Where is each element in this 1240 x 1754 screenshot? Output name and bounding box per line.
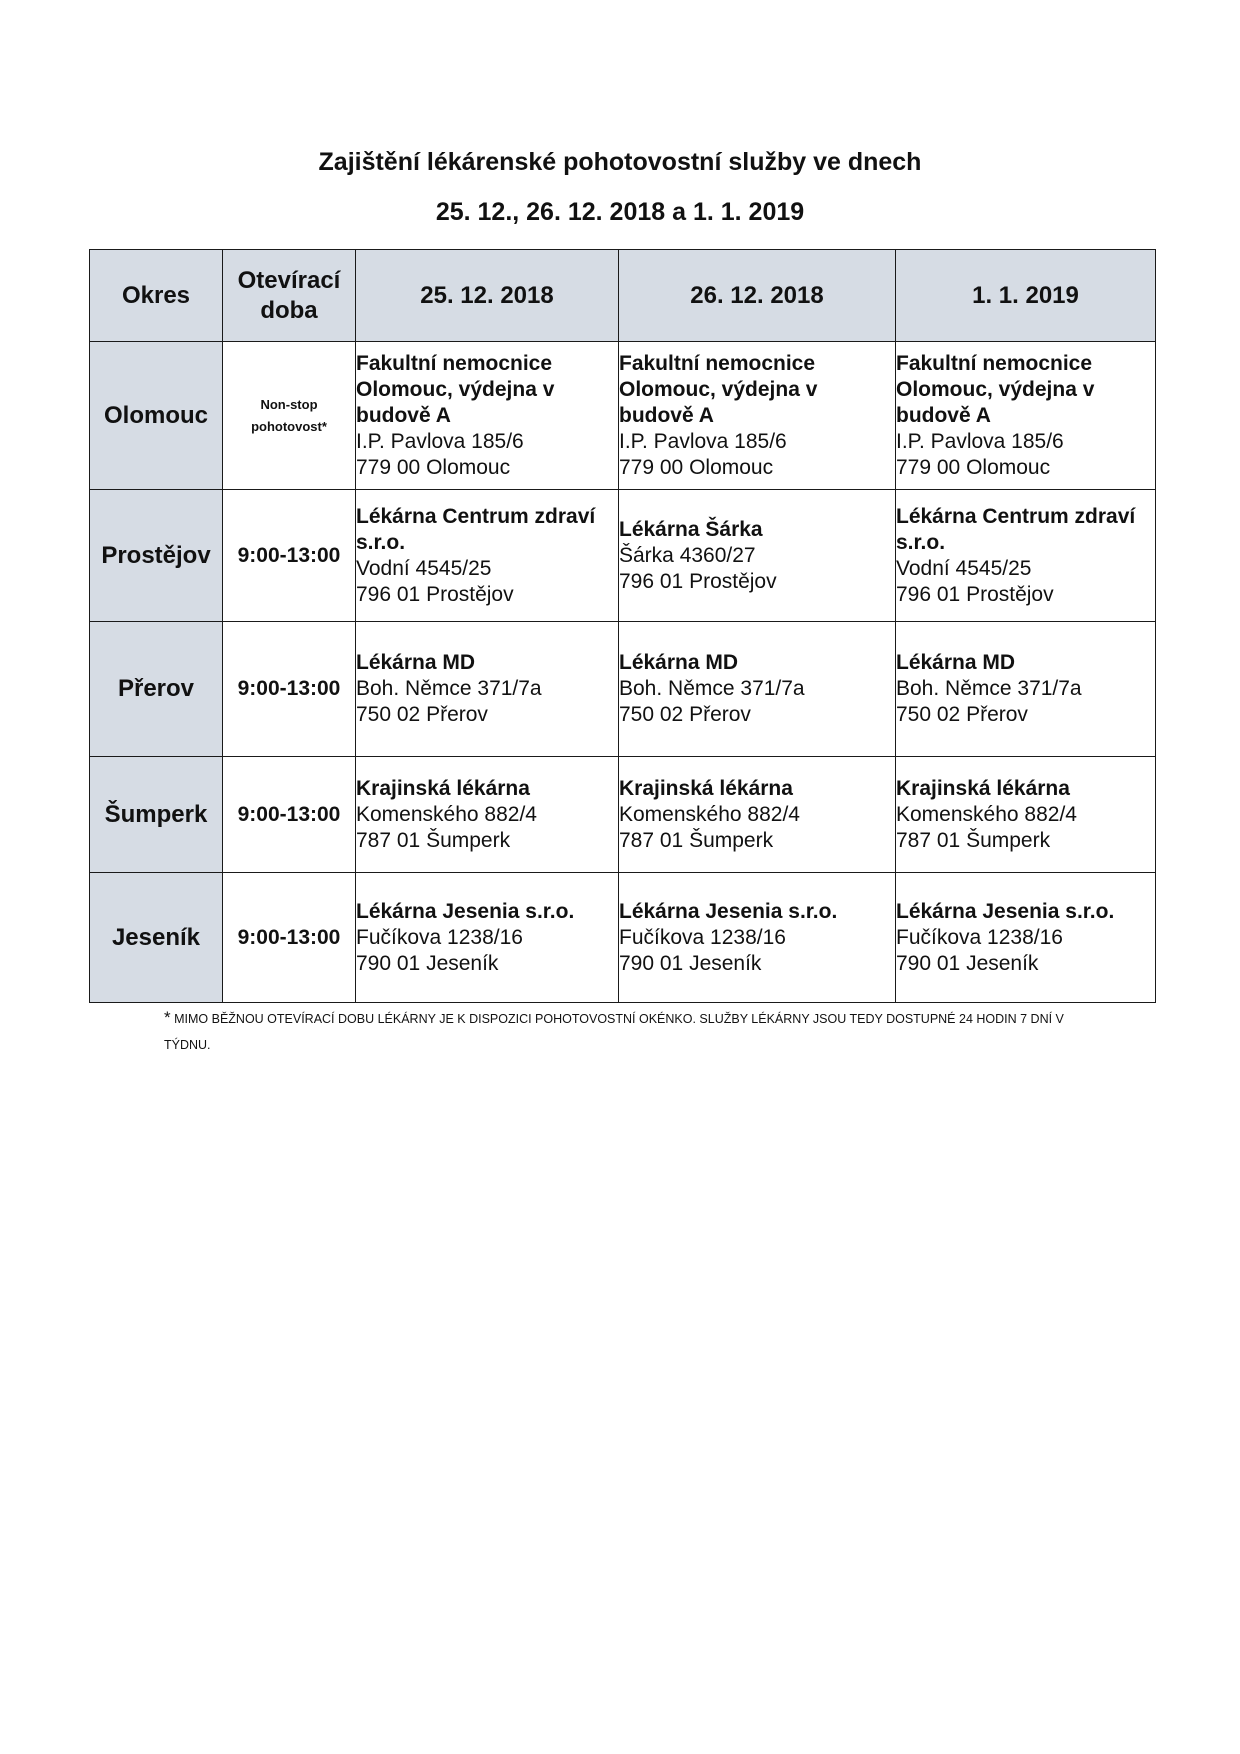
pharmacy-street: Komenského 882/4 bbox=[619, 802, 800, 826]
pharmacy-cell bbox=[619, 490, 896, 622]
pharmacy-name: Lékárna Centrum zdraví s.r.o. bbox=[356, 504, 596, 554]
pharmacy-street: Šárka 4360/27 bbox=[619, 543, 756, 567]
pharmacy-name: Krajinská lékárna bbox=[619, 776, 793, 800]
pharmacy-street: Vodní 4545/25 bbox=[356, 556, 492, 580]
pharmacy-name: Lékárna MD bbox=[356, 651, 476, 674]
district-cell: Olomouc bbox=[90, 342, 223, 490]
table-row bbox=[90, 757, 1156, 873]
table-row bbox=[90, 622, 1156, 757]
pharmacy-street: Vodní 4545/25 bbox=[896, 556, 1032, 580]
pharmacy-city: 750 02 Přerov bbox=[356, 703, 488, 726]
header-opening-hours: Otevírací doba bbox=[223, 250, 356, 342]
footnote bbox=[164, 1005, 1064, 1058]
pharmacy-cell bbox=[619, 757, 896, 873]
pharmacy-street: Komenského 882/4 bbox=[896, 802, 1077, 826]
pharmacy-cell bbox=[356, 490, 619, 622]
pharmacy-street: Fučíkova 1238/16 bbox=[619, 925, 786, 949]
pharmacy-city: 790 01 Jeseník bbox=[619, 951, 762, 975]
pharmacy-street: Boh. Němce 371/7a bbox=[356, 677, 542, 700]
pharmacy-cell bbox=[896, 490, 1156, 622]
pharmacy-street: Fučíkova 1238/16 bbox=[896, 925, 1063, 949]
header-day-1: 25. 12. 2018 bbox=[356, 250, 619, 342]
pharmacy-name: Lékárna Jesenia s.r.o. bbox=[896, 899, 1115, 923]
pharmacy-name: Lékárna MD bbox=[896, 651, 1016, 674]
pharmacy-city: 779 00 Olomouc bbox=[619, 455, 774, 479]
pharmacy-schedule-table bbox=[89, 249, 1156, 1003]
pharmacy-street: I.P. Pavlova 185/6 bbox=[896, 429, 1064, 453]
footnote-asterisk: * bbox=[164, 1008, 171, 1027]
header-day-2: 26. 12. 2018 bbox=[619, 250, 896, 342]
pharmacy-name: Fakultní nemocnice Olomouc, výdejna v budově A bbox=[896, 351, 1095, 427]
pharmacy-name: Lékárna Centrum zdraví s.r.o. bbox=[896, 504, 1136, 554]
pharmacy-name: Krajinská lékárna bbox=[896, 776, 1070, 800]
pharmacy-street: Boh. Němce 371/7a bbox=[619, 677, 805, 700]
pharmacy-cell bbox=[619, 622, 896, 757]
pharmacy-name: Fakultní nemocnice Olomouc, výdejna v budově A bbox=[356, 351, 555, 427]
pharmacy-city: 750 02 Přerov bbox=[619, 703, 751, 726]
footnote-text: MIMO BĚŽNOU OTEVÍRACÍ DOBU LÉKÁRNY JE K DISPOZICI POHOTOVOSTNÍ OKÉNKO. SLUŽBY LÉKÁRNY JSOU TEDY DOSTUPNÉ 24 HODIN 7 DNÍ V TÝDNU. bbox=[164, 1012, 1064, 1052]
table-header-row bbox=[90, 250, 1156, 342]
table-row bbox=[90, 342, 1156, 490]
pharmacy-cell bbox=[896, 873, 1156, 1003]
header-okres: Okres bbox=[90, 250, 223, 342]
pharmacy-city: 779 00 Olomouc bbox=[896, 455, 1051, 479]
pharmacy-name: Fakultní nemocnice Olomouc, výdejna v budově A bbox=[619, 351, 818, 427]
pharmacy-city: 790 01 Jeseník bbox=[356, 951, 499, 975]
district-cell: Přerov bbox=[90, 622, 223, 757]
pharmacy-street: Boh. Němce 371/7a bbox=[896, 677, 1082, 700]
district-cell: Šumperk bbox=[90, 757, 223, 873]
pharmacy-city: 787 01 Šumperk bbox=[356, 828, 511, 852]
opening-hours-cell: 9:00-13:00 bbox=[223, 757, 356, 873]
pharmacy-city: 787 01 Šumperk bbox=[619, 828, 774, 852]
pharmacy-city: 750 02 Přerov bbox=[896, 703, 1028, 726]
page-title: Zajištění lékárenské pohotovostní služby ve dnech bbox=[318, 148, 922, 176]
pharmacy-city: 796 01 Prostějov bbox=[619, 569, 777, 593]
opening-hours-cell: 9:00-13:00 bbox=[223, 490, 356, 622]
opening-hours-cell: 9:00-13:00 bbox=[223, 873, 356, 1003]
pharmacy-cell bbox=[619, 342, 896, 490]
pharmacy-cell bbox=[896, 622, 1156, 757]
pharmacy-city: 796 01 Prostějov bbox=[356, 582, 514, 606]
pharmacy-street: Komenského 882/4 bbox=[356, 802, 537, 826]
pharmacy-street: Fučíkova 1238/16 bbox=[356, 925, 523, 949]
pharmacy-cell bbox=[356, 873, 619, 1003]
pharmacy-name: Lékárna Šárka bbox=[619, 517, 763, 541]
pharmacy-name: Lékárna Jesenia s.r.o. bbox=[356, 899, 575, 923]
pharmacy-city: 790 01 Jeseník bbox=[896, 951, 1039, 975]
pharmacy-street: I.P. Pavlova 185/6 bbox=[356, 429, 524, 453]
district-cell: Jeseník bbox=[90, 873, 223, 1003]
pharmacy-cell bbox=[356, 342, 619, 490]
table-row bbox=[90, 490, 1156, 622]
pharmacy-city: 779 00 Olomouc bbox=[356, 455, 511, 479]
pharmacy-street: I.P. Pavlova 185/6 bbox=[619, 429, 787, 453]
pharmacy-name: Lékárna Jesenia s.r.o. bbox=[619, 899, 838, 923]
pharmacy-city: 787 01 Šumperk bbox=[896, 828, 1051, 852]
page-subtitle-dates: 25. 12., 26. 12. 2018 a 1. 1. 2019 bbox=[435, 198, 805, 226]
pharmacy-cell bbox=[356, 757, 619, 873]
pharmacy-cell bbox=[896, 757, 1156, 873]
opening-hours-cell: 9:00-13:00 bbox=[223, 622, 356, 757]
pharmacy-cell bbox=[356, 622, 619, 757]
pharmacy-city: 796 01 Prostějov bbox=[896, 582, 1054, 606]
pharmacy-name: Krajinská lékárna bbox=[356, 776, 530, 800]
pharmacy-cell bbox=[896, 342, 1156, 490]
district-cell: Prostějov bbox=[90, 490, 223, 622]
pharmacy-cell bbox=[619, 873, 896, 1003]
table-row bbox=[90, 873, 1156, 1003]
header-day-3: 1. 1. 2019 bbox=[896, 250, 1156, 342]
opening-hours-cell: Non-stop pohotovost* bbox=[223, 342, 356, 490]
pharmacy-name: Lékárna MD bbox=[619, 651, 739, 674]
